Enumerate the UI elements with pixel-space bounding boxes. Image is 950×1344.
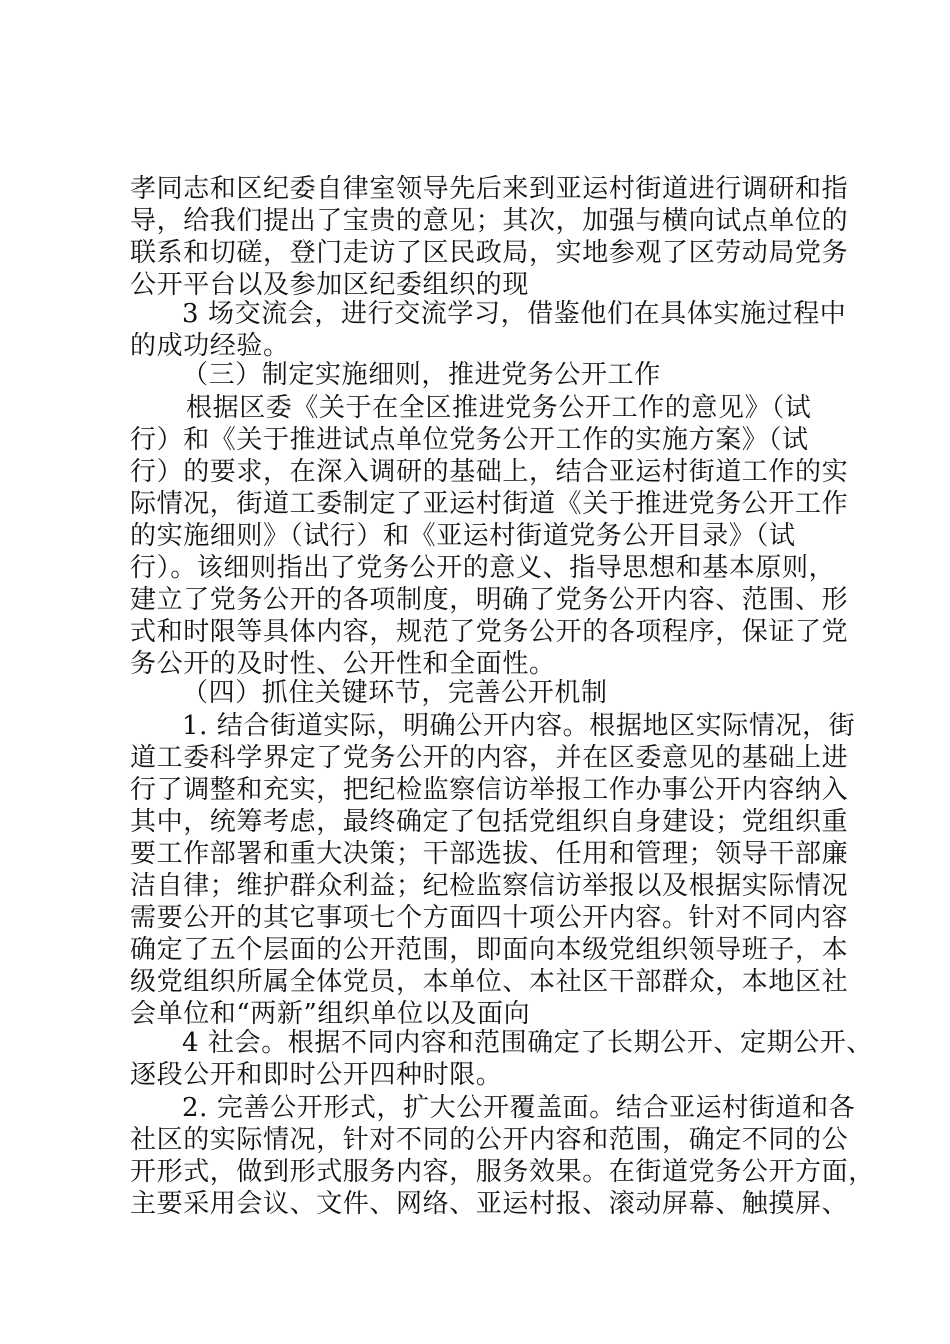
text-line: 2. 完善公开形式，扩大公开覆盖面。结合亚运村街道和各: [182, 1093, 856, 1123]
text-line: 式和时限等具体内容，规范了党务公开的各项程序，保证了党: [130, 617, 849, 647]
text-line: 根据区委《关于在全区推进党务公开工作的意见》（试: [186, 393, 812, 423]
text-line: 际情况，街道工委制定了亚运村街道《关于推进党务公开工作: [130, 489, 849, 519]
text-line: 联系和切磋，登门走访了区民政局，实地参观了区劳动局党务: [130, 238, 849, 268]
text-line: 建立了党务公开的各项制度，明确了党务公开内容、范围、形: [130, 585, 849, 615]
text-line: 行）和《关于推进试点单位党务公开工作的实施方案》（试: [130, 425, 809, 455]
section-heading-4: （四）抓住关键环节，完善公开机制: [182, 678, 608, 708]
text-line: 开形式，做到形式服务内容，服务效果。在街道党务公开方面，: [130, 1157, 875, 1187]
section-heading-3: （三）制定实施细则，推进党务公开工作: [182, 360, 661, 390]
text-line: 道工委科学界定了党务公开的内容，并在区委意见的基础上进: [130, 743, 849, 773]
text-line: 需要公开的其它事项七个方面四十项公开内容。针对不同内容: [130, 903, 849, 933]
text-line: 的实施细则》（试行）和《亚运村街道党务公开目录》（试: [130, 521, 796, 551]
text-line: 4 社会。根据不同内容和范围确定了长期公开、定期公开、: [182, 1028, 874, 1058]
text-line: 主要采用会议、文件、网络、亚运村报、滚动屏幕、触摸屏、: [130, 1189, 849, 1219]
text-line: 行）。该细则指出了党务公开的意义、指导思想和基本原则，: [130, 553, 836, 583]
text-line: 1. 结合街道实际，明确公开内容。根据地区实际情况，街: [182, 711, 856, 741]
text-line: 的成功经验。: [130, 331, 290, 361]
text-line: 公开平台以及参加区纪委组织的现: [130, 270, 530, 300]
text-line: 导，给我们提出了宝贵的意见；其次，加强与横向试点单位的: [130, 206, 849, 236]
text-line: 确定了五个层面的公开范围，即面向本级党组织领导班子，本: [130, 935, 849, 965]
text-line: 社区的实际情况，针对不同的公开内容和范围，确定不同的公: [130, 1125, 849, 1155]
text-line: 务公开的及时性、公开性和全面性。: [130, 649, 556, 679]
text-line: 行）的要求，在深入调研的基础上，结合亚运村街道工作的实: [130, 457, 849, 487]
text-line: 逐段公开和即时公开四种时限。: [130, 1060, 503, 1090]
text-line: 孝同志和区纪委自律室领导先后来到亚运村街道进行调研和指: [130, 174, 849, 204]
text-line: 其中，统筹考虑，最终确定了包括党组织自身建设；党组织重: [130, 807, 849, 837]
text-line: 要工作部署和重大决策；干部选拔、任用和管理；领导干部廉: [130, 839, 849, 869]
text-line: 级党组织所属全体党员，本单位、本社区干部群众，本地区社: [130, 967, 849, 997]
text-line: 行了调整和充实，把纪检监察信访举报工作办事公开内容纳入: [130, 775, 849, 805]
text-line: 3 场交流会，进行交流学习，借鉴他们在具体实施过程中: [182, 299, 847, 329]
text-line: 洁自律；维护群众利益；纪检监察信访举报以及根据实际情况: [130, 871, 849, 901]
text-line: 会单位和“两新”组织单位以及面向: [130, 999, 531, 1029]
